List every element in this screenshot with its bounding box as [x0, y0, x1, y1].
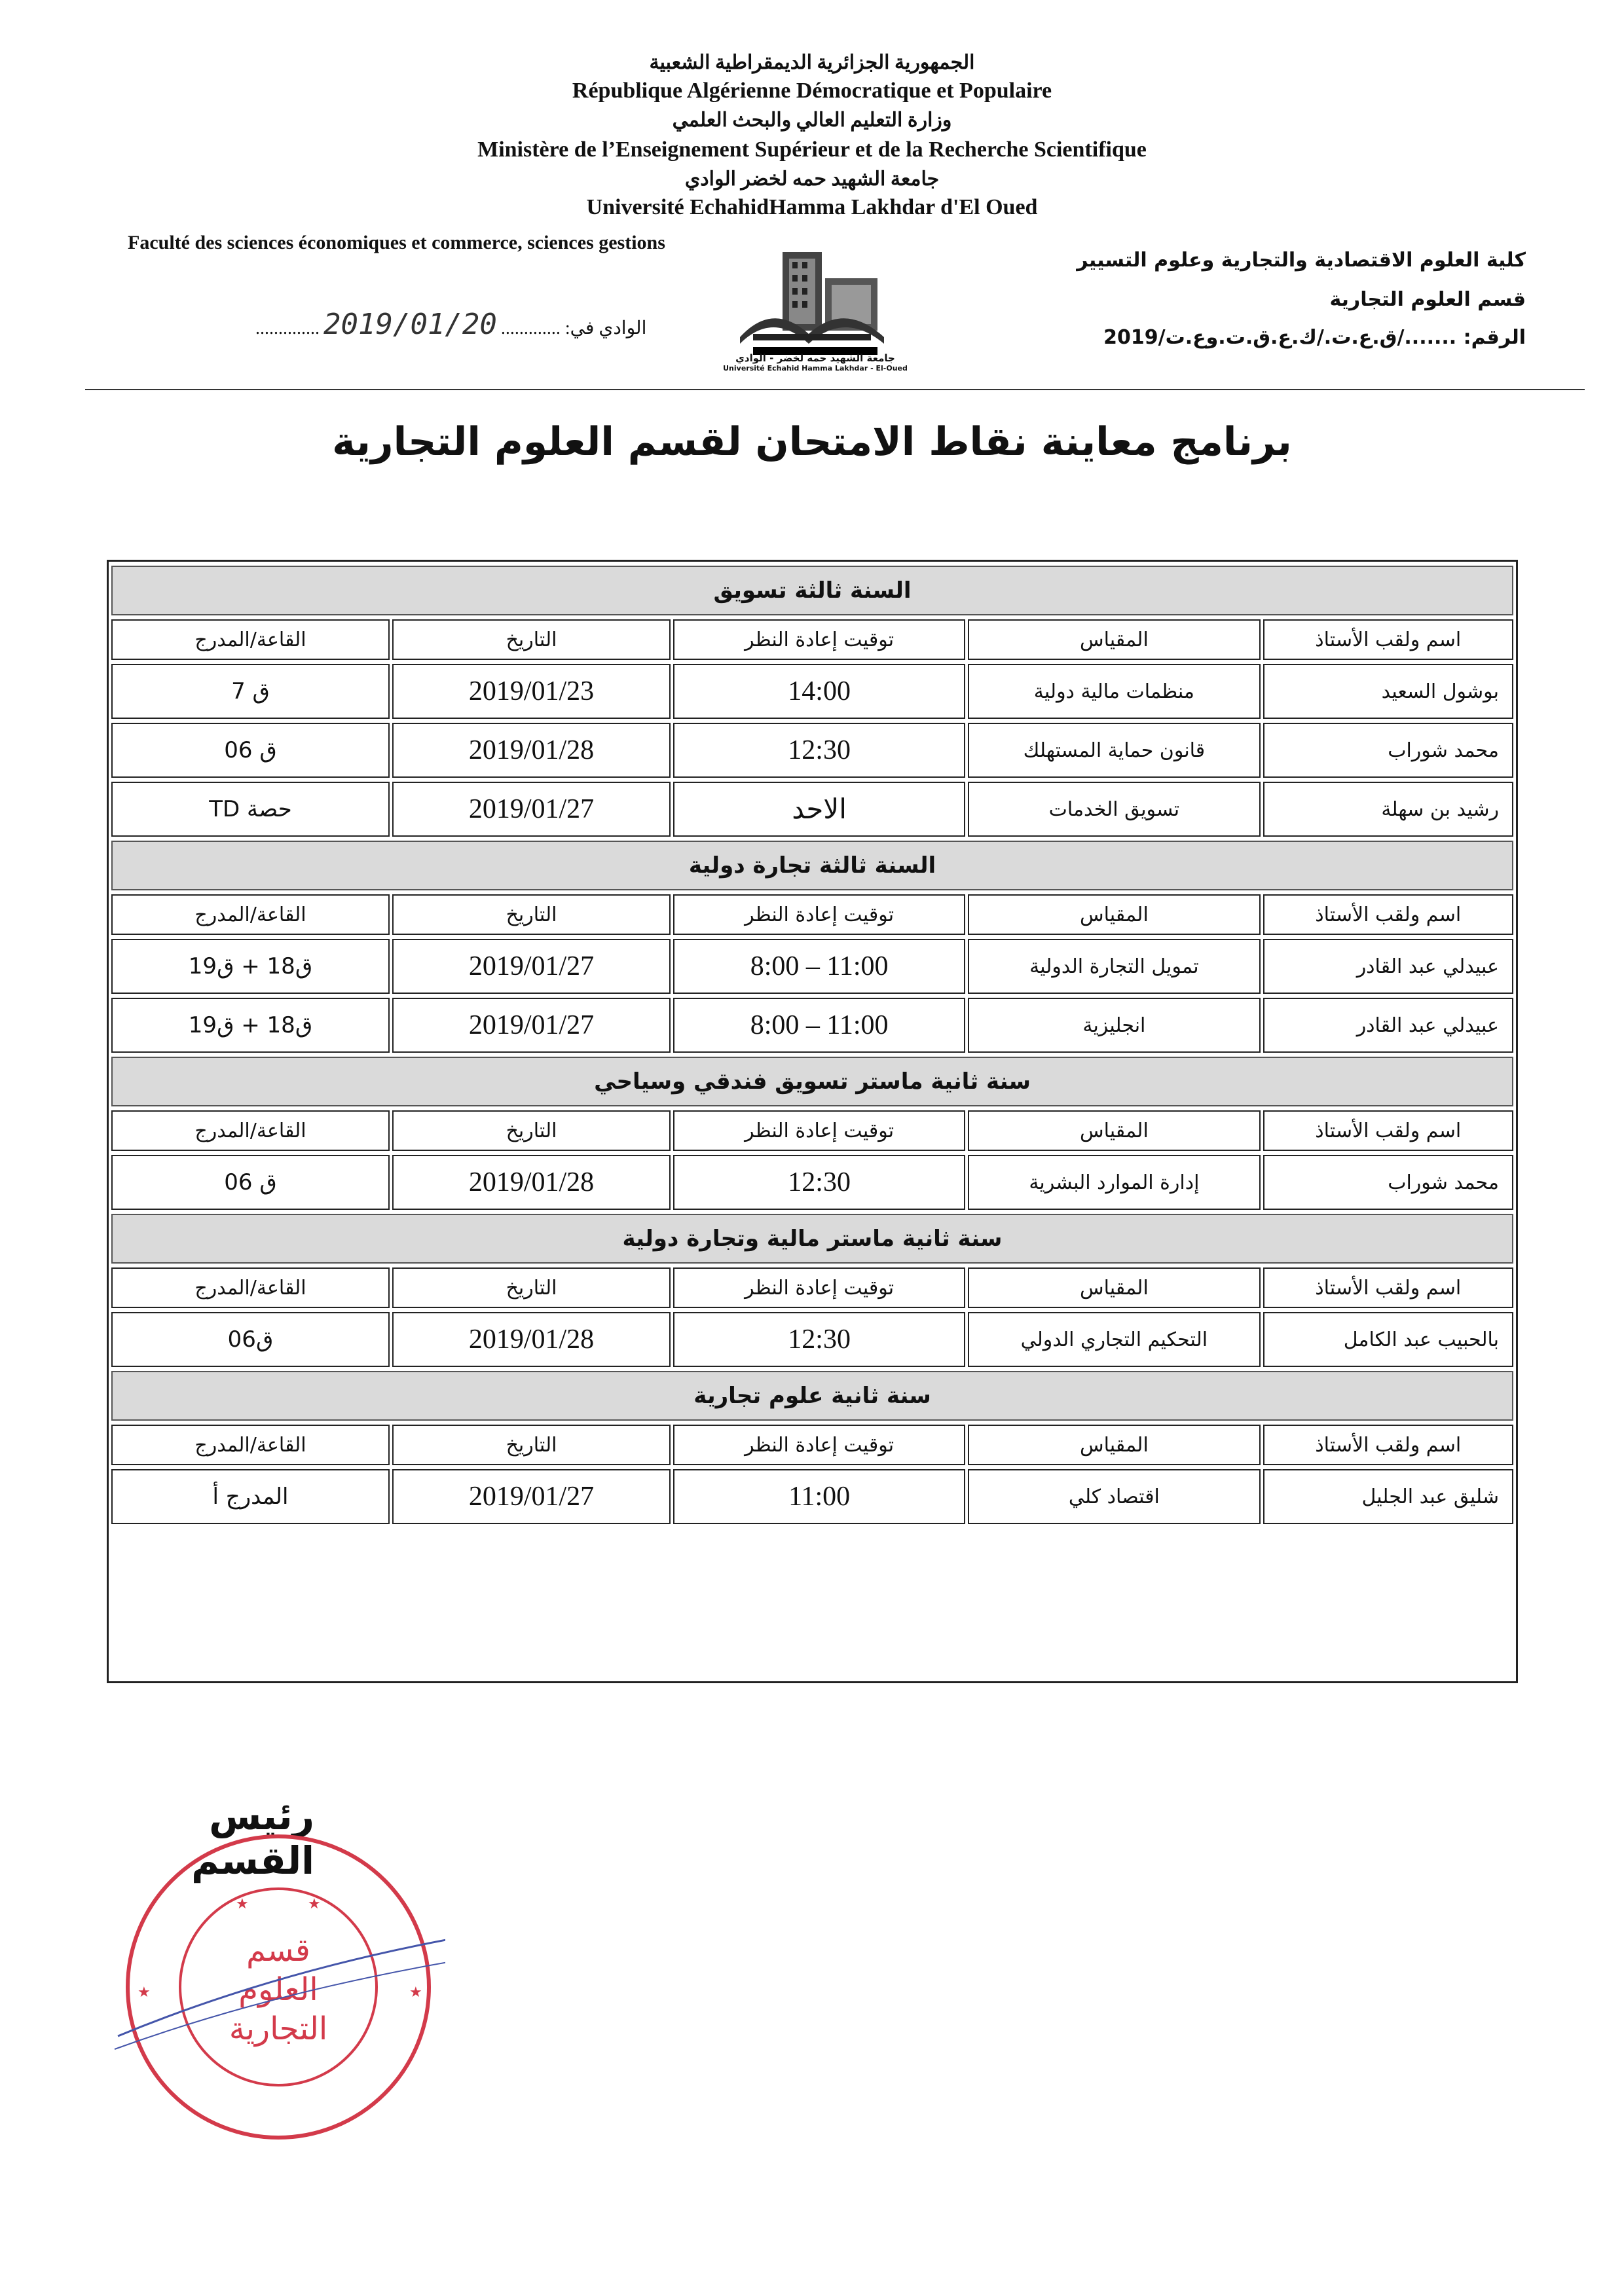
- col-header-room: القاعة/المدرج: [111, 894, 390, 935]
- col-header-name: اسم ولقب الأستاذ: [1263, 1425, 1514, 1465]
- column-header-row: [111, 1267, 1513, 1308]
- svg-text:★: ★: [236, 1896, 249, 1912]
- header-ar-university: جامعة الشهيد حمه لخضر الوادي: [684, 168, 940, 190]
- cell-date: 2019/01/27: [392, 998, 671, 1053]
- cell-name: بالحبيب عبد الكامل: [1263, 1312, 1514, 1367]
- section-title: السنة ثالثة تسويق: [111, 566, 1513, 615]
- table-row: [111, 723, 1513, 778]
- svg-text:★: ★: [409, 1984, 422, 2001]
- date-line: [255, 308, 646, 341]
- cell-module: منظمات مالية دولية: [968, 664, 1260, 719]
- cell-date: 2019/01/28: [392, 1312, 671, 1367]
- col-header-time: توقيت إعادة النظر: [673, 1110, 965, 1151]
- cell-module: اقتصاد كلي: [968, 1469, 1260, 1524]
- col-header-name: اسم ولقب الأستاذ: [1263, 1110, 1514, 1151]
- cell-room: ق06: [111, 1312, 390, 1367]
- col-header-time: توقيت إعادة النظر: [673, 1267, 965, 1308]
- header-fr-republic: République Algérienne Démocratique et Populaire: [572, 79, 1052, 103]
- col-header-name: اسم ولقب الأستاذ: [1263, 619, 1514, 660]
- logo-caption: [720, 352, 910, 373]
- faculty-name-fr: Faculté des sciences économiques et commerce, sciences gestions: [128, 232, 665, 253]
- table-row: [111, 782, 1513, 837]
- table-row: [111, 998, 1513, 1053]
- col-header-module: المقياس: [968, 1425, 1260, 1465]
- table-row: [111, 1155, 1513, 1210]
- col-header-room: القاعة/المدرج: [111, 619, 390, 660]
- cell-room: المدرج أ: [111, 1469, 390, 1524]
- table-row: [111, 1469, 1513, 1524]
- header-ar-ministry: وزارة التعليم العالي والبحث العلمي: [672, 109, 952, 131]
- col-header-time: توقيت إعادة النظر: [673, 1425, 965, 1465]
- section-header: [111, 1214, 1513, 1264]
- column-header-row: [111, 894, 1513, 935]
- department-stamp: [111, 1820, 445, 2154]
- cell-date: 2019/01/23: [392, 664, 671, 719]
- logo-caption-fr: Université Echahid Hamma Lakhdar - El-Oued: [723, 364, 908, 373]
- col-header-name: اسم ولقب الأستاذ: [1263, 1267, 1514, 1308]
- section-title: سنة ثانية علوم تجارية: [111, 1371, 1513, 1421]
- cell-room: ق 06: [111, 1155, 390, 1210]
- cell-time: 14:00: [673, 664, 965, 719]
- col-header-time: توقيت إعادة النظر: [673, 619, 965, 660]
- cell-module: انجليزية: [968, 998, 1260, 1053]
- cell-time: 12:30: [673, 1155, 965, 1210]
- col-header-date: التاريخ: [392, 1425, 671, 1465]
- header-divider: [85, 389, 1585, 390]
- table-row: [111, 1312, 1513, 1367]
- column-header-row: [111, 619, 1513, 660]
- header-fr-university: Université EchahidHamma Lakhdar d'El Oued: [586, 195, 1038, 219]
- date-label: الوادي في:: [564, 318, 647, 338]
- stamp-center-3: التجارية: [229, 2011, 328, 2047]
- section-title: السنة ثالثة تجارة دولية: [111, 841, 1513, 890]
- section-title: سنة ثانية ماستر تسويق فندقي وسياحي: [111, 1057, 1513, 1106]
- col-header-date: التاريخ: [392, 894, 671, 935]
- cell-module: تمويل التجارة الدولية: [968, 939, 1260, 994]
- table-row: [111, 664, 1513, 719]
- cell-room: ق18 + ق19: [111, 998, 390, 1053]
- column-header-row: [111, 1110, 1513, 1151]
- department-head-label: رئيس القسم: [191, 1794, 314, 1883]
- col-header-room: القاعة/المدرج: [111, 1425, 390, 1465]
- cell-room: حصة TD: [111, 782, 390, 837]
- column-header-row: [111, 1425, 1513, 1465]
- col-header-room: القاعة/المدرج: [111, 1110, 390, 1151]
- col-header-module: المقياس: [968, 1267, 1260, 1308]
- cell-date: 2019/01/28: [392, 1155, 671, 1210]
- col-header-module: المقياس: [968, 894, 1260, 935]
- cell-name: محمد شوراب: [1263, 1155, 1514, 1210]
- cell-module: إدارة الموارد البشرية: [968, 1155, 1260, 1210]
- handwritten-date: 2019/01/20: [323, 308, 497, 341]
- col-header-module: المقياس: [968, 1110, 1260, 1151]
- stamp-center-2: العلوم: [238, 1971, 318, 2008]
- col-header-date: التاريخ: [392, 1110, 671, 1151]
- cell-time: 12:30: [673, 1312, 965, 1367]
- date-dots-tail: ..............: [255, 318, 320, 338]
- cell-room: ق18 + ق19: [111, 939, 390, 994]
- date-dots: .............: [500, 318, 561, 338]
- reference-number: الرقم: ......./ق.ع.ت./ك.ع.ق.ت.وع.ت/2019: [1103, 326, 1526, 349]
- logo-caption-ar: جامعة الشهيد حمه لخضر - الوادي: [735, 352, 895, 364]
- cell-name: عبيدلي عبد القادر: [1263, 939, 1514, 994]
- header-fr-ministry: Ministère de l’Enseignement Supérieur et de la Recherche Scientifique: [477, 137, 1147, 162]
- col-header-date: التاريخ: [392, 619, 671, 660]
- header-ar-republic: الجمهورية الجزائرية الديمقراطية الشعبية: [649, 52, 975, 73]
- svg-text:★: ★: [138, 1984, 151, 2001]
- stamp-center-1: قسم: [246, 1932, 310, 1969]
- svg-text:★: ★: [308, 1896, 321, 1912]
- cell-time: الاحد: [673, 782, 965, 837]
- col-header-date: التاريخ: [392, 1267, 671, 1308]
- cell-date: 2019/01/27: [392, 939, 671, 994]
- cell-date: 2019/01/28: [392, 723, 671, 778]
- section-header: [111, 841, 1513, 890]
- cell-time: 8:00 – 11:00: [673, 998, 965, 1053]
- cell-name: محمد شوراب: [1263, 723, 1514, 778]
- cell-date: 2019/01/27: [392, 782, 671, 837]
- cell-name: شليق عبد الجليل: [1263, 1469, 1514, 1524]
- schedule-grid: [109, 562, 1516, 1528]
- cell-module: التحكيم التجاري الدولي: [968, 1312, 1260, 1367]
- section-header: [111, 1371, 1513, 1421]
- section-header: [111, 1057, 1513, 1106]
- col-header-time: توقيت إعادة النظر: [673, 894, 965, 935]
- cell-date: 2019/01/27: [392, 1469, 671, 1524]
- cell-time: 12:30: [673, 723, 965, 778]
- schedule-table: [107, 560, 1518, 1683]
- col-header-name: اسم ولقب الأستاذ: [1263, 894, 1514, 935]
- cell-module: قانون حماية المستهلك: [968, 723, 1260, 778]
- faculty-name-ar: كلية العلوم الاقتصادية والتجارية وعلوم التسيير: [1077, 249, 1526, 272]
- page-title: برنامج معاينة نقاط الامتحان لقسم العلوم التجارية: [332, 419, 1292, 465]
- cell-name: بوشول السعيد: [1263, 664, 1514, 719]
- col-header-room: القاعة/المدرج: [111, 1267, 390, 1308]
- cell-name: رشيد بن سهلة: [1263, 782, 1514, 837]
- cell-name: عبيدلي عبد القادر: [1263, 998, 1514, 1053]
- cell-time: 8:00 – 11:00: [673, 939, 965, 994]
- cell-time: 11:00: [673, 1469, 965, 1524]
- col-header-module: المقياس: [968, 619, 1260, 660]
- cell-room: ق 7: [111, 664, 390, 719]
- department-name-ar: قسم العلوم التجارية: [1329, 288, 1526, 311]
- cell-room: ق 06: [111, 723, 390, 778]
- section-header: [111, 566, 1513, 615]
- cell-module: تسويق الخدمات: [968, 782, 1260, 837]
- section-title: سنة ثانية ماستر مالية وتجارة دولية: [111, 1214, 1513, 1264]
- table-row: [111, 939, 1513, 994]
